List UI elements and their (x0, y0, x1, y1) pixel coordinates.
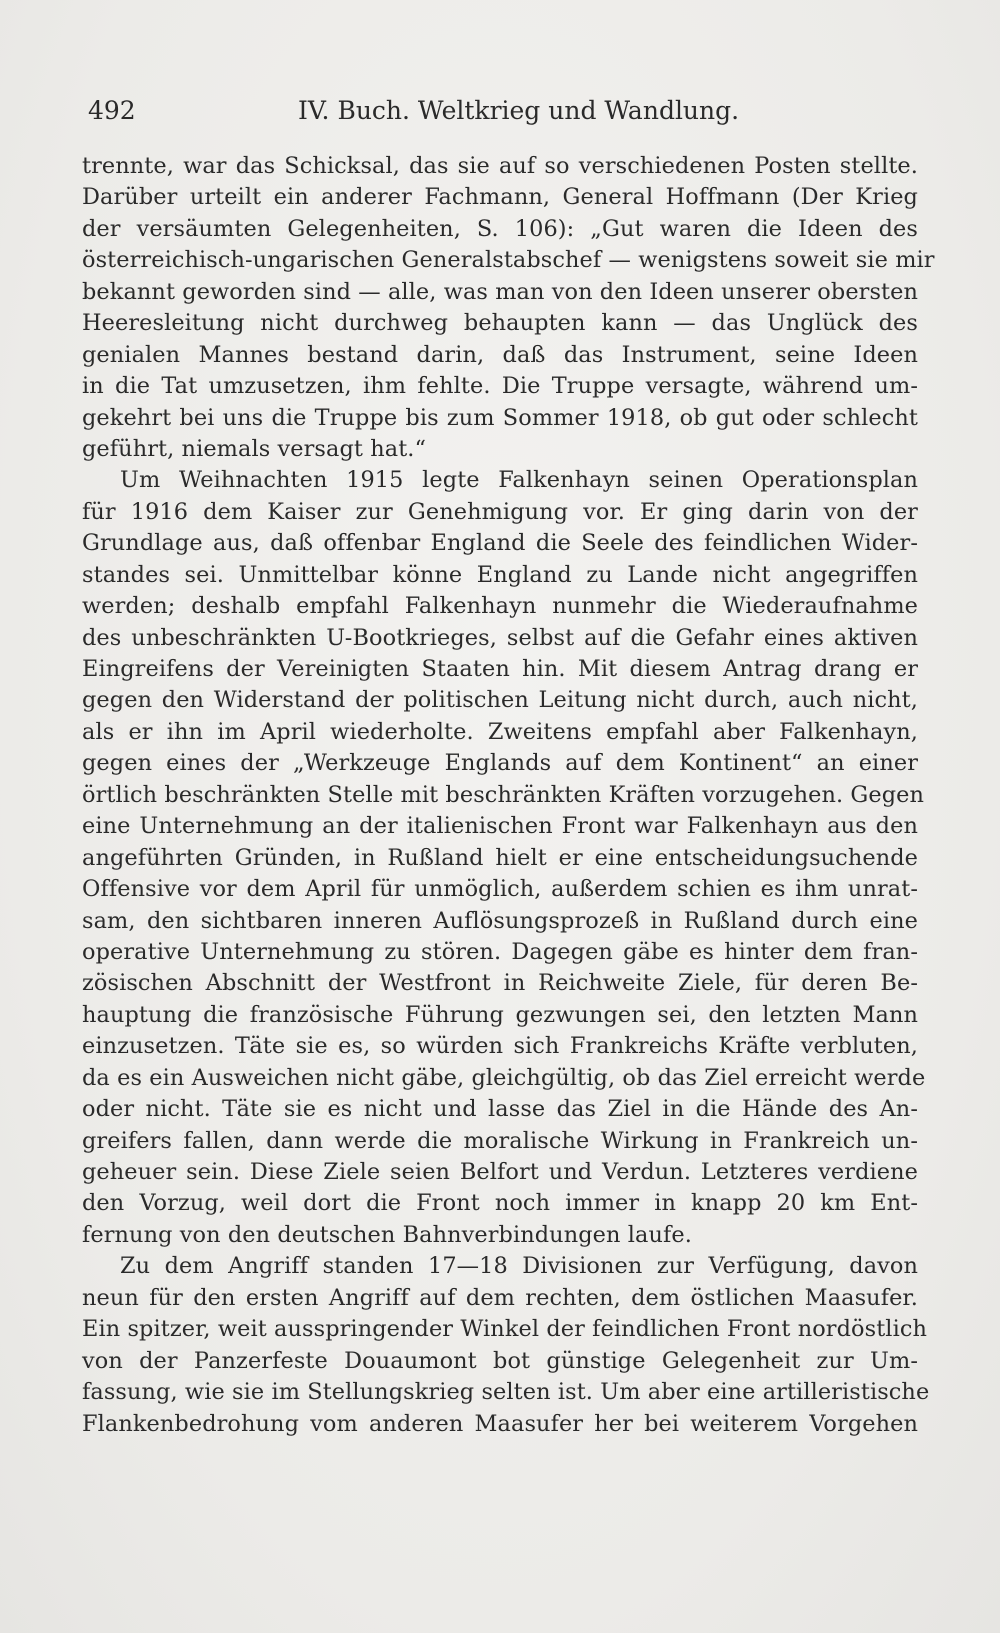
text-line: sam, den sichtbaren inneren Auflösungsprozeß in Rußland durch eine (82, 907, 918, 934)
text-line: geheuer sein. Diese Ziele seien Belfort und Verdun. Letzteres verdiene (82, 1159, 918, 1185)
text-line: örtlich beschränkten Stelle mit beschränkten Kräften vorzugehen. Gegen (82, 781, 925, 808)
text-line: geführt, niemals versagt hat.“ (82, 435, 427, 462)
text-line: des unbeschränkten U-Bootkrieges, selbst auf die Gefahr eines aktiven (82, 624, 918, 651)
page-number: 492 (88, 96, 136, 125)
text-line: einzusetzen. Täte sie es, so würden sich Frankreichs Kräfte verbluten, (82, 1033, 918, 1060)
text-line: greifers fallen, dann werde die moralische Wirkung in Frankreich un- (82, 1127, 918, 1154)
page-header (88, 96, 918, 132)
paragraph-start-line: Zu dem Angriff standen 17—18 Divisionen zur Verfügung, davon (120, 1253, 918, 1280)
text-line: für 1916 dem Kaiser zur Genehmigung vor. Er ging darin von der (82, 498, 918, 525)
text-line: Flankenbedrohung vom anderen Maasufer her bei weiterem Vorgehen (82, 1410, 918, 1437)
text-line: standes sei. Unmittelbar könne England zu Lande nicht angegriffen (82, 561, 918, 588)
text-line: in die Tat umzusetzen, ihm fehlte. Die Truppe versagte, während um- (82, 373, 918, 400)
text-line: Offensive vor dem April für unmöglich, außerdem schien es ihm unrat- (82, 876, 918, 903)
text-line: Ein spitzer, weit ausspringender Winkel der feindlichen Front nordöstlich (82, 1316, 927, 1343)
text-line: eine Unternehmung an der italienischen Front war Falkenhayn aus den (82, 813, 918, 840)
text-line: Grundlage aus, daß offenbar England die Seele des feindlichen Wider- (82, 530, 918, 557)
text-line: österreichisch-ungarischen Generalstabschef — wenigstens soweit sie mir (82, 247, 935, 274)
running-head: IV. Buch. Weltkrieg und Wandlung. (298, 96, 740, 125)
text-line: genialen Mannes bestand darin, daß das Instrument, seine Ideen (82, 341, 918, 368)
text-line: gegen eines der „Werkzeuge Englands auf dem Kontinent“ an einer (82, 750, 918, 777)
text-line: bekannt geworden sind — alle, was man von den Ideen unserer obersten (82, 278, 919, 305)
text-line: der versäumten Gelegenheiten, S. 106): „Gut waren die Ideen des (82, 215, 918, 242)
text-line: gekehrt bei uns die Truppe bis zum Sommer 1918, ob gut oder schlecht (82, 404, 918, 431)
text-line: oder nicht. Täte sie es nicht und lasse das Ziel in die Hände des An- (82, 1096, 918, 1123)
text-line: gegen den Widerstand der politischen Leitung nicht durch, auch nicht, (82, 687, 918, 714)
text-line: fernung von den deutschen Bahnverbindungen laufe. (82, 1221, 692, 1248)
text-line: neun für den ersten Angriff auf dem rechten, dem östlichen Maasufer. (82, 1284, 918, 1311)
text-line: Eingreifens der Vereinigten Staaten hin. Mit diesem Antrag drang er (82, 656, 918, 682)
text-line: von der Panzerfeste Douaumont bot günstige Gelegenheit zur Um- (82, 1347, 918, 1374)
text-line: operative Unternehmung zu stören. Dagegen gäbe es hinter dem fran- (82, 938, 918, 965)
body-text (82, 151, 935, 1440)
text-line: hauptung die französische Führung gezwungen sei, den letzten Mann (82, 1001, 918, 1028)
text-line: den Vorzug, weil dort die Front noch immer in knapp 20 km Ent- (82, 1190, 918, 1217)
text-line: als er ihn im April wiederholte. Zweitens empfahl aber Falkenhayn, (82, 718, 918, 745)
text-line: zösischen Abschnitt der Westfront in Reichweite Ziele, für deren Be- (82, 970, 918, 997)
text-line: da es ein Ausweichen nicht gäbe, gleichgültig, ob das Ziel erreicht werde (82, 1064, 926, 1091)
paragraph-start-line: Um Weihnachten 1915 legte Falkenhayn seinen Operationsplan (120, 467, 918, 494)
text-line: Darüber urteilt ein anderer Fachmann, General Hoffmann (Der Krieg (82, 184, 918, 211)
text-line: fassung, wie sie im Stellungskrieg selten ist. Um aber eine artilleristische (82, 1379, 930, 1406)
text-line: werden; deshalb empfahl Falkenhayn nunmehr die Wiederaufnahme (82, 593, 918, 620)
text-line: Heeresleitung nicht durchweg behaupten kann — das Unglück des (82, 310, 918, 337)
text-line: angeführten Gründen, in Rußland hielt er eine entscheidungsuchende (82, 844, 918, 871)
text-line: trennte, war das Schicksal, das sie auf so verschiedenen Posten stellte. (82, 153, 918, 179)
